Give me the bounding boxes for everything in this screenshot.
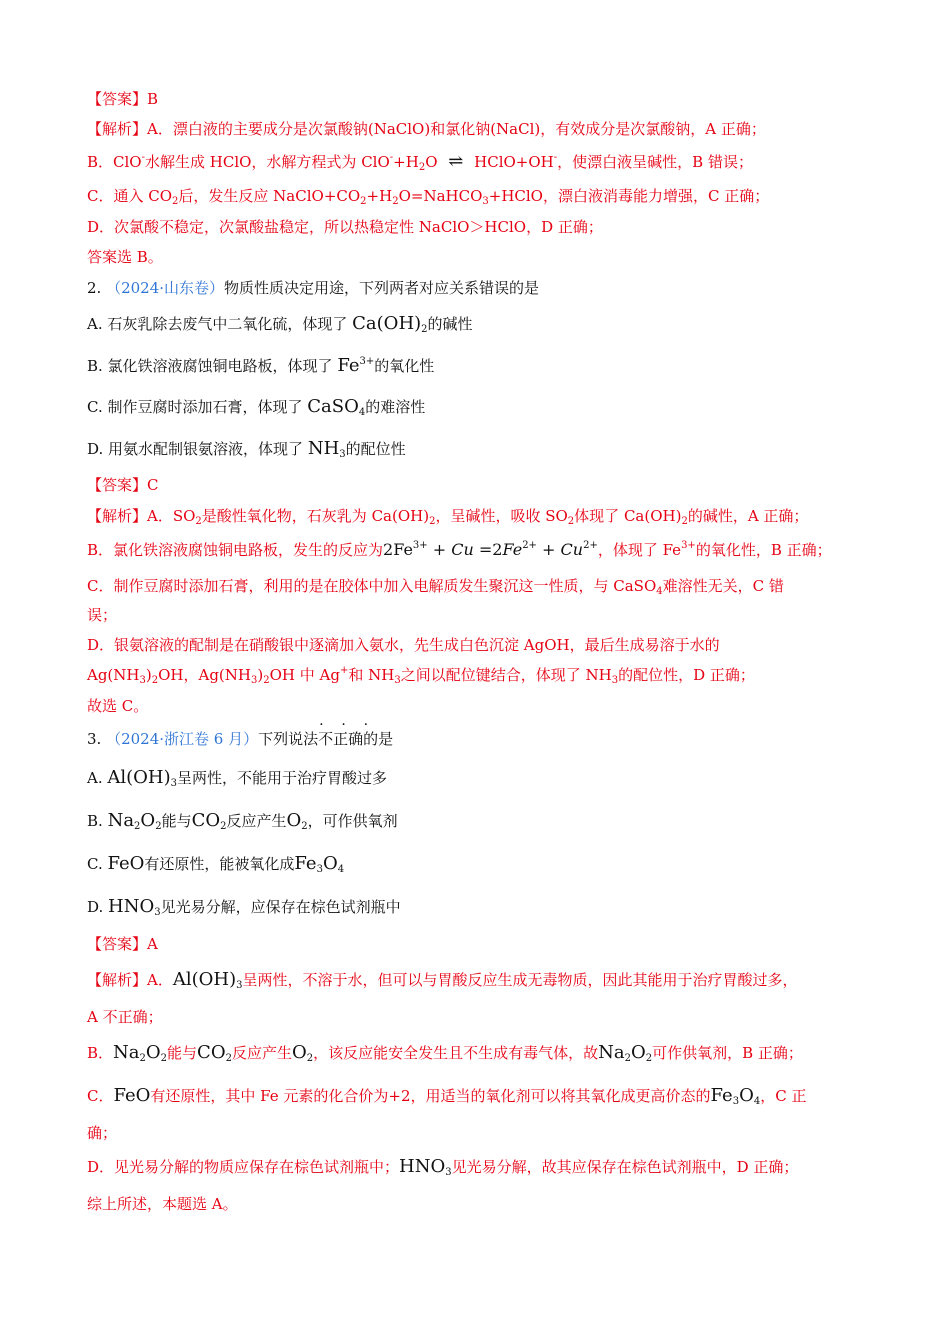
subscript: 2 (624, 1053, 631, 1064)
subscript: 2 (306, 1053, 314, 1064)
text-run: 后，发生反应 NaClO+CO (178, 187, 361, 205)
text-run: 故选 C。 (87, 697, 149, 715)
text-run: 3. (87, 730, 102, 748)
text-run (307, 396, 365, 417)
q2-option-a (87, 313, 890, 335)
text-run (287, 810, 308, 831)
q2-analysis-d (87, 634, 890, 656)
text-run: 呈两性，不溶于水，但可以与胃酸反应生成无毒物质，因此其能用于治疗胃酸过多， (242, 971, 798, 989)
text-run: ，体现了 Fe (597, 541, 682, 559)
text-run (197, 1042, 232, 1063)
subscript: 3 (154, 907, 161, 918)
text-run: OH，Ag(NH (158, 666, 251, 684)
text-run: O (291, 1042, 307, 1063)
q3-analysis-c-cont (87, 1122, 890, 1144)
subscript: 2 (681, 516, 688, 527)
text-run: 有还原性，其中 Fe 元素的化合价为+2，用适当的氧化剂可以将其氧化成更高价态的 (150, 1087, 711, 1105)
subscript: 4 (358, 407, 366, 418)
subscript: 2 (172, 196, 179, 207)
superscript: - (141, 152, 145, 163)
subscript: 3 (445, 1167, 452, 1178)
text-run: 【答案】 (87, 476, 148, 494)
text-run: FeO (107, 853, 145, 874)
subscript: 2 (263, 675, 270, 686)
text-run: 反应产生 (231, 1044, 292, 1062)
q1-analysis-d (87, 216, 890, 238)
text-run: ，使漂白液呈碱性，B 错误； (557, 153, 753, 171)
superscript: + (339, 665, 349, 676)
subscript: 3 (339, 449, 346, 460)
text-run: 呈两性，不能用于治疗胃酸过多 (177, 769, 388, 787)
text-run: 的碱性 (427, 315, 473, 333)
text-run: 【解析】 (87, 971, 148, 989)
text-run: Cu (451, 540, 474, 559)
text-run (292, 1042, 313, 1063)
text-run: Al(OH) (107, 767, 171, 788)
subscript: 3 (316, 864, 323, 875)
text-run: A．漂白液的主要成分是次氯酸钠(NaClO)和氯化钠(NaCl)，有效成分是次氯酸钠，A 正确； (147, 120, 766, 138)
text-run: 答案选 B。 (87, 248, 163, 266)
text-run: 有还原性，能被氧化成 (144, 855, 295, 873)
text-run (108, 896, 161, 917)
q1-analysis-c (87, 185, 890, 207)
subscript: 2 (160, 1053, 168, 1064)
q1-conclusion (87, 246, 890, 268)
q2-option-d (87, 438, 890, 460)
text-run (352, 313, 427, 334)
text-run: 体现了 Ca(OH) (574, 507, 682, 525)
text-run: C (147, 476, 159, 494)
text-run: D．银氨溶液的配制是在硝酸银中逐滴加入氨水，先生成白色沉淀 AgOH，最后生成易溶于水的 (87, 636, 720, 654)
text-run: +H (393, 153, 419, 171)
superscript: 3+ (412, 540, 428, 551)
text-run: A． (147, 971, 173, 989)
text-run: ) (145, 666, 152, 684)
text-run: 下列说法 (258, 730, 319, 748)
text-run: 的是 (363, 730, 394, 748)
text-run (308, 438, 346, 459)
text-run: 确； (87, 1124, 118, 1142)
q2-option-b (87, 355, 890, 377)
text-run: C．制作豆腐时添加石膏，利用的是在胶体中加入电解质发生聚沉这一性质，与 CaSO (87, 577, 657, 595)
q3-option-b: B. $Na_2O_2$能与$CO_2$反应产生$O_2$，可作供氧剂 (87, 810, 398, 832)
q2-analysis-c (87, 575, 890, 597)
q2-source: （2024·山东卷） (106, 279, 225, 297)
text-run (113, 1042, 167, 1063)
superscript: 2+ (522, 540, 537, 551)
q3-conclusion (87, 1193, 890, 1215)
text-run: 的配位性 (345, 440, 406, 458)
superscript: - (389, 152, 394, 163)
text-run: OH 中 Ag (269, 666, 340, 684)
text-run: 2Fe (383, 540, 413, 559)
q3-stem (87, 728, 890, 750)
q3-analysis-d (87, 1156, 890, 1178)
text-run (337, 355, 374, 376)
text-run: Ca(OH) (352, 313, 422, 334)
q3-source: （2024·浙江卷 6 月） (106, 730, 259, 748)
text-run: 【答案】 (87, 935, 148, 953)
text-run: Na (107, 810, 135, 831)
text-run: Al(OH) (172, 969, 237, 990)
text-run: 的碱性，A 正确； (687, 507, 809, 525)
text-run: 误； (87, 606, 118, 624)
superscript: 2+ (583, 540, 598, 551)
text-run: 难溶性无关，C 错 (662, 577, 784, 595)
text-run: O (286, 810, 302, 831)
q2-answer (87, 474, 890, 496)
text-run: O (322, 853, 338, 874)
text-run: ，该反应能安全发生且不生成有毒气体，故 (313, 1044, 599, 1062)
q3-option-c: C. FeO有还原性，能被氧化成$Fe_3O_4$ (87, 853, 345, 875)
text-run (192, 810, 227, 831)
subscript: 2 (418, 162, 426, 173)
text-run: 的氧化性，B 正确； (695, 541, 832, 559)
text-run: ，可作供氧剂 (307, 812, 398, 830)
text-run: O (140, 810, 156, 831)
text-run: =2 (478, 540, 503, 559)
emphasis-dots: 不正确 (318, 730, 364, 748)
text-run: Fe (502, 540, 523, 559)
text-run: 和 NH (348, 666, 395, 684)
text-run: CO (197, 1042, 226, 1063)
text-run: FeO (113, 1085, 151, 1106)
text-run (173, 969, 243, 990)
text-run: 能与 (161, 812, 192, 830)
text-run: 综上所述，本题选 A。 (87, 1195, 238, 1213)
text-run (711, 1085, 761, 1106)
subscript: 2 (139, 1053, 146, 1064)
q1-analysis-b (87, 151, 890, 173)
text-run: D. 用氨水配制银氨溶液，体现了 (87, 440, 304, 458)
text-run (108, 810, 162, 831)
subscript: 3 (250, 675, 258, 686)
subscript: 2 (225, 1053, 232, 1064)
subscript: 3 (732, 1096, 740, 1107)
q2-conclusion (87, 695, 890, 717)
text-run: D．见光易分解的物质应保存在棕色试剂瓶中； (87, 1158, 400, 1176)
text-run: A (147, 935, 158, 953)
text-run: 【解析】 (87, 507, 148, 525)
text-run: +HClO，漂白液消毒能力增强，C 正确； (488, 187, 770, 205)
text-run: B．ClO (87, 153, 142, 171)
text-run: NH (307, 438, 340, 459)
text-run: 物质性质决定用途，下列两者对应关系错误的是 (224, 279, 540, 297)
q3-analysis-a (87, 969, 890, 991)
q2-option-c (87, 396, 890, 418)
subscript: 2 (429, 516, 436, 527)
subscript: 2 (301, 821, 308, 832)
superscript: 3+ (359, 356, 375, 367)
q2-analysis-c-cont (87, 604, 890, 626)
text-run: Na (113, 1042, 140, 1063)
text-run: +H (366, 187, 393, 205)
text-run: D．次氯酸不稳定，次氯酸盐稳定，所以热稳定性 NaClO＞HClO，D 正确； (87, 218, 603, 236)
text-run: 的配位性，D 正确； (618, 666, 755, 684)
text-run: ，C 正 (760, 1087, 807, 1105)
equilibrium-arrow-icon: ⇌ (448, 151, 464, 172)
text-run: 的氧化性 (374, 357, 435, 375)
q2-stem (87, 277, 890, 299)
subscript: 2 (155, 821, 162, 832)
subscript: 2 (151, 675, 159, 686)
q3-analysis-c (87, 1085, 890, 1107)
text-run: 【答案】 (87, 90, 148, 108)
text-run: Fe (710, 1085, 733, 1106)
q2-analysis-b (87, 539, 890, 561)
text-run: A 不正确； (87, 1008, 163, 1026)
text-run: Fe (337, 355, 360, 376)
text-run (294, 853, 344, 874)
text-run: O (630, 1042, 646, 1063)
text-run: O (739, 1085, 754, 1106)
subscript: 4 (656, 586, 663, 597)
subscript: 3 (611, 675, 619, 686)
text-run (598, 1042, 652, 1063)
q2-analysis-a (87, 505, 890, 527)
subscript: 3 (482, 196, 489, 207)
subscript: 3 (394, 675, 401, 686)
text-run (107, 767, 177, 788)
text-run: CaSO (307, 396, 359, 417)
text-run: A．SO (147, 507, 196, 525)
text-run: 的难溶性 (365, 398, 426, 416)
q3-option-a: A. $Al(OH)_3$呈两性，不能用于治疗胃酸过多 (87, 767, 388, 789)
superscript: - (553, 152, 558, 163)
text-run: CO (191, 810, 221, 831)
text-run (399, 1156, 452, 1177)
text-run: Ag(NH (87, 666, 140, 684)
q3-answer (87, 933, 890, 955)
text-run: HNO (108, 896, 155, 917)
subscript: 2 (567, 516, 575, 527)
text-run: 是酸性氧化物，石灰乳为 Ca(OH) (201, 507, 430, 525)
text-run: 见光易分解，应保存在棕色试剂瓶中 (160, 898, 401, 916)
text-run: 见光易分解，故其应保存在棕色试剂瓶中，D 正确； (451, 1158, 799, 1176)
q2-analysis-d-cont (87, 664, 890, 686)
text-run: 能与 (167, 1044, 198, 1062)
subscript: 2 (421, 324, 428, 335)
text-run: Cu (560, 540, 584, 559)
text-run: 2. (87, 279, 102, 297)
text-run: 可作供氧剂，B 正确； (652, 1044, 803, 1062)
subscript: 4 (337, 864, 345, 875)
text-run: A. 石灰乳除去废气中二氧化硫，体现了 (87, 315, 348, 333)
text-run: + (432, 540, 447, 559)
text-run: B．氯化铁溶液腐蚀铜电路板，发生的反应为 (87, 541, 384, 559)
text-run: C. 制作豆腐时添加石膏，体现了 (87, 398, 303, 416)
subscript: 3 (139, 675, 146, 686)
text-run: 之间以配位键结合，体现了 NH (400, 666, 612, 684)
text-run: HNO (399, 1156, 446, 1177)
text-run: + (542, 540, 556, 559)
q1-analysis-a (87, 118, 890, 140)
subscript: 3 (170, 778, 178, 789)
superscript: 3+ (681, 540, 696, 551)
q3-analysis-b (87, 1042, 890, 1064)
text-run: 水解生成 HClO，水解方程式为 ClO (145, 153, 390, 171)
subscript: 3 (236, 980, 243, 991)
text-run: ) (257, 666, 264, 684)
subscript: 2 (645, 1053, 653, 1064)
q3-option-d: D. $HNO_3$见光易分解，应保存在棕色试剂瓶中 (87, 896, 401, 918)
text-run: B． (87, 1044, 114, 1062)
text-run: C．通入 CO (87, 187, 173, 205)
text-run: ，呈碱性，吸收 SO (435, 507, 568, 525)
text-run: C． (87, 1087, 114, 1105)
q3-analysis-a-cont (87, 1006, 890, 1028)
subscript: 2 (220, 821, 227, 832)
subscript: 2 (195, 516, 202, 527)
text-run: Na (598, 1042, 625, 1063)
text-run: O=NaHCO (398, 187, 483, 205)
text-run: O (425, 153, 438, 171)
subscript: 2 (134, 821, 141, 832)
text-run: O (145, 1042, 161, 1063)
text-run: B (147, 90, 159, 108)
text-run: 【解析】 (87, 120, 148, 138)
subscript: 2 (360, 196, 367, 207)
subscript: 4 (753, 1096, 761, 1107)
text-run: HClO+OH (474, 153, 554, 171)
text-run: 反应产生 (226, 812, 287, 830)
text-run: Fe (294, 853, 317, 874)
subscript: 2 (392, 196, 399, 207)
text-run (383, 540, 598, 559)
text-run: B. 氯化铁溶液腐蚀铜电路板，体现了 (87, 357, 333, 375)
q1-answer (87, 88, 890, 110)
